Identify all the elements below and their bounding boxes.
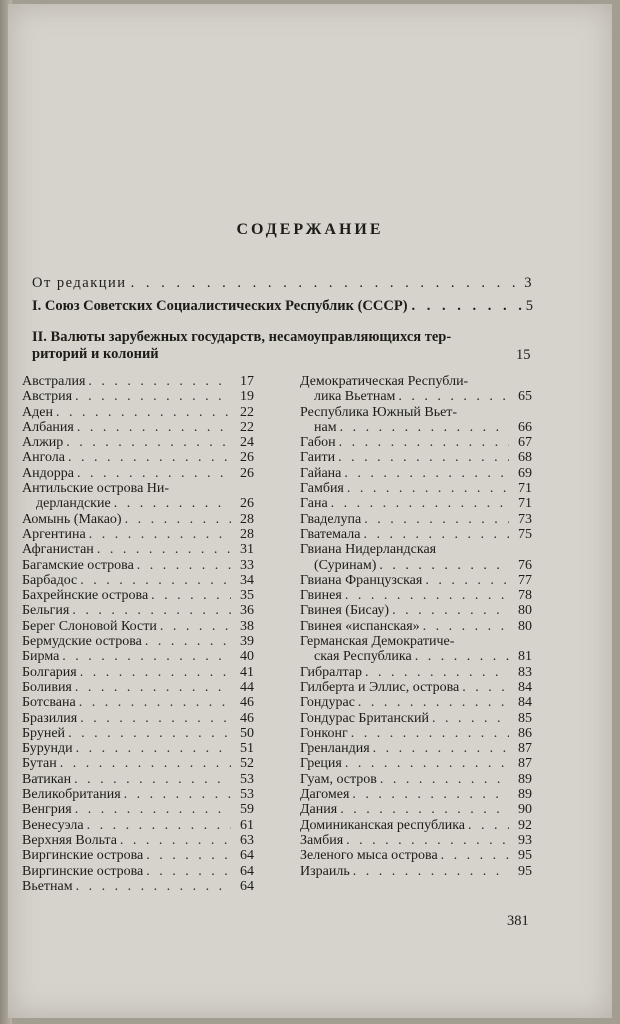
index-entry — [300, 588, 532, 603]
index-entry-name: Вьетнам — [22, 878, 73, 894]
index-entry-page: 64 — [240, 878, 254, 894]
index-entry — [22, 756, 254, 771]
index-entry — [22, 802, 254, 817]
index-entry-name: Бруней — [22, 725, 66, 741]
index-entry-name: Антильские острова Ни- — [22, 481, 170, 497]
index-entry — [22, 527, 254, 542]
index-entry — [22, 405, 254, 420]
toc-entry-label: I. Союз Советских Социалистических Республик (СССР) — [32, 298, 408, 314]
index-entry-name: Гондурас Британский — [300, 710, 429, 726]
index-entry — [22, 512, 254, 527]
index-entry-name: Великобритания — [22, 787, 121, 803]
index-entry-name: Габон — [300, 435, 336, 451]
index-entry-name: Венесуэла — [22, 817, 84, 833]
index-entry — [22, 603, 254, 618]
index-entry-name: Гайана — [300, 465, 342, 481]
leader-dots — [352, 787, 509, 802]
leader-dots — [68, 726, 231, 741]
leader-dots — [432, 711, 509, 726]
index-entry-page: 95 — [518, 848, 532, 864]
leader-dots — [125, 512, 231, 527]
leader-dots — [340, 802, 509, 817]
index-entry-name-cont: (Суринам) — [314, 557, 377, 573]
index-entry-page: 89 — [518, 787, 532, 803]
index-entry-name: Гвинея «испанская» — [300, 618, 420, 634]
index-entry-page: 44 — [240, 679, 254, 695]
index-entry-name: Дагомея — [300, 787, 350, 803]
index-entry-continuation — [300, 649, 532, 664]
index-entry-name: Алжир — [22, 435, 64, 451]
leader-dots — [76, 879, 231, 894]
index-entry-page: 84 — [518, 679, 532, 695]
index-entry-page: 28 — [240, 526, 254, 542]
index-entry-page: 80 — [518, 603, 532, 619]
index-entry-name-cont: нам — [314, 419, 337, 435]
index-entry-page: 65 — [518, 389, 532, 405]
index-entry-page: 89 — [518, 771, 532, 787]
index-entry-page: 31 — [240, 542, 254, 558]
index-entry — [22, 573, 254, 588]
leader-dots — [358, 695, 509, 710]
index-entry — [22, 435, 254, 450]
index-entry-name: Ангола — [22, 450, 66, 466]
index-entry — [300, 741, 532, 756]
leader-dots — [344, 466, 509, 481]
index-entry — [300, 450, 532, 465]
toc-entry-editorial — [32, 275, 533, 291]
index-entry-name: Виргинские острова — [22, 848, 144, 864]
leader-dots — [365, 665, 509, 680]
index-entry-page: 26 — [240, 450, 254, 466]
index-entry — [300, 665, 532, 680]
index-entry-name: Гана — [300, 496, 328, 512]
index-entry — [22, 741, 254, 756]
index-entry — [300, 772, 532, 787]
index-entry-page: 36 — [240, 603, 254, 619]
index-entry — [300, 512, 532, 527]
index-entry-name: Доминиканская республика — [300, 817, 466, 833]
index-entry — [300, 435, 532, 450]
index-entry — [22, 389, 254, 404]
leader-dots — [80, 573, 231, 588]
index-entry-name: Гонконг — [300, 725, 348, 741]
index-entry-name: Гаити — [300, 450, 336, 466]
index-entry — [300, 833, 532, 848]
leader-dots — [87, 818, 231, 833]
leader-dots — [351, 726, 509, 741]
index-column-right — [300, 374, 532, 879]
toc-entry-page: 5 — [525, 298, 533, 314]
index-entry — [22, 542, 254, 557]
leader-dots — [423, 619, 509, 634]
index-entry-name: Гибралтар — [300, 664, 363, 680]
leader-dots — [146, 864, 231, 879]
leader-dots — [66, 435, 231, 450]
index-entry-name: Зеленого мыса острова — [300, 848, 438, 864]
index-entry-name-cont: лика Вьетнам — [314, 389, 396, 405]
leader-dots — [68, 450, 231, 465]
index-entry-page: 39 — [240, 634, 254, 650]
index-entry — [300, 756, 532, 771]
index-entry-page: 86 — [518, 725, 532, 741]
index-entry-name: Афганистан — [22, 542, 94, 558]
index-entry-name: Германская Демократиче- — [300, 634, 455, 650]
leader-dots — [145, 634, 231, 649]
leader-dots — [88, 374, 231, 389]
section-heading-page: 15 — [516, 347, 531, 363]
section-heading-line2: риторий и колоний — [32, 346, 159, 362]
leader-dots — [364, 512, 509, 527]
leader-dots — [468, 818, 509, 833]
index-entry-name: Бельгия — [22, 603, 70, 619]
index-entry-name: Болгария — [22, 664, 77, 680]
index-entry-page: 46 — [240, 710, 254, 726]
index-entry — [22, 420, 254, 435]
index-entry-page: 64 — [240, 848, 254, 864]
index-entry-page: 26 — [240, 465, 254, 481]
index-entry-name: Бразилия — [22, 710, 78, 726]
leader-dots — [345, 756, 509, 771]
index-entry-page: 87 — [518, 741, 532, 757]
index-entry-page: 84 — [518, 695, 532, 711]
leader-dots — [379, 558, 509, 573]
leader-dots — [151, 588, 231, 603]
index-entry-name: Аргентина — [22, 526, 86, 542]
index-entry — [22, 818, 254, 833]
index-entry-page: 24 — [240, 435, 254, 451]
index-entry — [300, 711, 532, 726]
index-entry-name: Израиль — [300, 863, 350, 879]
leader-dots — [79, 695, 231, 710]
index-entry-name: Гилберта и Эллис, острова — [300, 679, 460, 695]
leader-dots — [120, 833, 231, 848]
index-entry-name: Венгрия — [22, 802, 72, 818]
leader-dots — [75, 389, 231, 404]
index-entry — [300, 481, 532, 496]
index-entry-name: Дания — [300, 802, 338, 818]
index-entry-page: 64 — [240, 863, 254, 879]
leader-dots — [392, 603, 509, 618]
index-entry-name: Гваделупа — [300, 511, 362, 527]
index-entry-name: Аомынь (Макао) — [22, 511, 122, 527]
index-entry — [22, 787, 254, 802]
index-entry-page: 28 — [240, 511, 254, 527]
index-entry-name: Австрия — [22, 389, 73, 405]
index-entry-page: 67 — [518, 435, 532, 451]
leader-dots — [75, 802, 231, 817]
leader-dots — [353, 864, 509, 879]
index-entry-continuation — [300, 558, 532, 573]
index-entry-name: Албания — [22, 419, 74, 435]
index-entry — [22, 619, 254, 634]
index-entry-page: 59 — [240, 802, 254, 818]
page-title: СОДЕРЖАНИЕ — [236, 221, 384, 238]
leader-dots — [347, 481, 509, 496]
index-entry-name-cont: дерландские — [36, 496, 111, 512]
index-entry-name: Верхняя Вольта — [22, 832, 117, 848]
index-entry-name: Бермудские острова — [22, 634, 142, 650]
index-entry — [22, 588, 254, 603]
index-entry-page: 90 — [518, 802, 532, 818]
index-entry-page: 53 — [240, 787, 254, 803]
index-entry — [300, 787, 532, 802]
index-entry — [22, 450, 254, 465]
index-entry — [300, 864, 532, 879]
leader-dots — [340, 420, 509, 435]
index-entry-name: Гватемала — [300, 526, 361, 542]
index-entry-page: 75 — [518, 526, 532, 542]
index-entry — [22, 726, 254, 741]
leader-dots — [74, 772, 231, 787]
index-entry-page: 40 — [240, 649, 254, 665]
index-entry — [300, 527, 532, 542]
index-entry-name-cont: ская Республика — [314, 649, 412, 665]
index-entry-name: Гуам, остров — [300, 771, 377, 787]
leader-dots — [363, 527, 509, 542]
leader-dots — [75, 680, 231, 695]
index-entry-name: Барбадос — [22, 572, 78, 588]
index-entry-page: 93 — [518, 832, 532, 848]
index-entry-page: 71 — [518, 481, 532, 497]
leader-dots — [412, 298, 522, 314]
leader-dots — [462, 680, 509, 695]
leader-dots — [425, 573, 509, 588]
index-entry-name: Греция — [300, 756, 342, 772]
index-entry-name: Ватикан — [22, 771, 72, 787]
leader-dots — [76, 741, 231, 756]
index-entry-name: Боливия — [22, 679, 72, 695]
index-entry — [22, 879, 254, 894]
index-entry-name: Гвинея (Бисау) — [300, 603, 390, 619]
leader-dots — [338, 450, 509, 465]
leader-dots — [441, 848, 509, 863]
index-entry-name: Гвинея — [300, 588, 342, 604]
index-entry-page: 63 — [240, 832, 254, 848]
index-entry-name: Бурунди — [22, 741, 73, 757]
index-entry — [22, 833, 254, 848]
index-entry — [22, 665, 254, 680]
index-entry-page: 71 — [518, 496, 532, 512]
index-entry-page: 81 — [518, 649, 532, 665]
index-entry-name: Гондурас — [300, 695, 355, 711]
index-entry-page: 26 — [240, 496, 254, 512]
index-entry-name: Гвиана Нидерландская — [300, 542, 437, 558]
index-entry — [22, 558, 254, 573]
leader-dots — [60, 756, 231, 771]
index-entry — [300, 726, 532, 741]
leader-dots — [346, 833, 509, 848]
index-entry — [300, 603, 532, 618]
index-entry-page: 51 — [240, 741, 254, 757]
leader-dots — [380, 772, 509, 787]
index-entry-name: Ботсвана — [22, 695, 76, 711]
index-entry-name: Бирма — [22, 649, 60, 665]
index-entry — [300, 619, 532, 634]
index-entry-page: 35 — [240, 588, 254, 604]
index-entry — [300, 695, 532, 710]
index-entry-continuation — [300, 389, 532, 404]
leader-dots — [80, 665, 231, 680]
index-entry — [22, 680, 254, 695]
index-entry-page: 34 — [240, 572, 254, 588]
leader-dots — [373, 741, 509, 756]
leader-dots — [124, 787, 231, 802]
leader-dots — [72, 603, 231, 618]
leader-dots — [160, 619, 231, 634]
leader-dots — [77, 420, 231, 435]
index-entry — [300, 496, 532, 511]
page-number: 381 — [507, 913, 529, 929]
index-entry — [300, 680, 532, 695]
index-entry — [300, 802, 532, 817]
index-entry-name: Берег Слоновой Кости — [22, 618, 157, 634]
index-entry — [22, 374, 254, 389]
index-entry-page: 95 — [518, 863, 532, 879]
leader-dots — [339, 435, 509, 450]
index-entry-page: 22 — [240, 404, 254, 420]
leader-dots — [331, 496, 509, 511]
index-entry-name: Демократическая Республи- — [300, 374, 469, 389]
index-entry-page: 83 — [518, 664, 532, 680]
index-entry-page: 61 — [240, 817, 254, 833]
index-entry — [22, 466, 254, 481]
index-entry-name: Гренландия — [300, 741, 370, 757]
toc-entry-ussr — [32, 298, 533, 314]
leader-dots — [398, 389, 509, 404]
index-entry-page: 87 — [518, 756, 532, 772]
index-entry-name: Аден — [22, 404, 53, 420]
index-entry-name: Республика Южный Вьет- — [300, 404, 458, 420]
index-entry-page: 53 — [240, 771, 254, 787]
toc-entry-page: 3 — [524, 275, 533, 291]
index-entry-name: Замбия — [300, 832, 344, 848]
index-entry-name: Бутан — [22, 756, 57, 772]
index-entry — [22, 634, 254, 649]
section-heading-line1: II. Валюты зарубежных государств, несамоуправляющихся тер- — [32, 329, 452, 345]
index-entry-page: 69 — [518, 465, 532, 481]
index-entry-page: 73 — [518, 511, 532, 527]
leader-dots — [146, 848, 231, 863]
leader-dots — [345, 588, 509, 603]
index-entry-page: 76 — [518, 557, 532, 573]
index-entry-page: 38 — [240, 618, 254, 634]
index-column-left — [22, 374, 254, 894]
index-entry-name: Гамбия — [300, 481, 344, 497]
index-entry — [300, 818, 532, 833]
index-entry-page: 92 — [518, 817, 532, 833]
leader-dots — [77, 466, 231, 481]
index-entry — [300, 573, 532, 588]
index-entry-page: 77 — [518, 572, 532, 588]
index-entry — [22, 864, 254, 879]
index-entry-name: Бахрейнские острова — [22, 588, 149, 604]
index-entry — [22, 772, 254, 787]
index-entry-page: 68 — [518, 450, 532, 466]
index-entry-page: 80 — [518, 618, 532, 634]
index-entry-page: 46 — [240, 695, 254, 711]
index-entry-page: 50 — [240, 725, 254, 741]
leader-dots — [62, 649, 231, 664]
index-entry-page: 66 — [518, 419, 532, 435]
index-entry-page: 41 — [240, 664, 254, 680]
index-entry-name: Андорра — [22, 465, 74, 481]
index-entry — [300, 848, 532, 863]
index-entry-name: Виргинские острова — [22, 863, 144, 879]
index-entry — [22, 695, 254, 710]
leader-dots — [97, 542, 231, 557]
index-entry-name: Австралия — [22, 374, 86, 389]
index-entry-name: Гвиана Французская — [300, 572, 423, 588]
index-entry-continuation — [22, 496, 254, 511]
index-entry — [22, 711, 254, 726]
index-entry-page: 33 — [240, 557, 254, 573]
index-entry-page: 22 — [240, 419, 254, 435]
index-entry — [22, 848, 254, 863]
leader-dots — [131, 275, 521, 291]
index-entry-page: 19 — [240, 389, 254, 405]
leader-dots — [137, 558, 231, 573]
leader-dots — [56, 405, 231, 420]
leader-dots — [89, 527, 231, 542]
index-entry — [22, 649, 254, 664]
index-entry-name: Багамские острова — [22, 557, 134, 573]
leader-dots — [80, 711, 231, 726]
index-entry-page: 78 — [518, 588, 532, 604]
leader-dots — [415, 649, 509, 664]
index-entry-continuation — [300, 420, 532, 435]
leader-dots — [114, 496, 231, 511]
index-entry-page: 17 — [240, 374, 254, 389]
index-entry — [300, 466, 532, 481]
index-entry-page: 85 — [518, 710, 532, 726]
toc-entry-label: От редакции — [32, 275, 127, 291]
index-entry-page: 52 — [240, 756, 254, 772]
